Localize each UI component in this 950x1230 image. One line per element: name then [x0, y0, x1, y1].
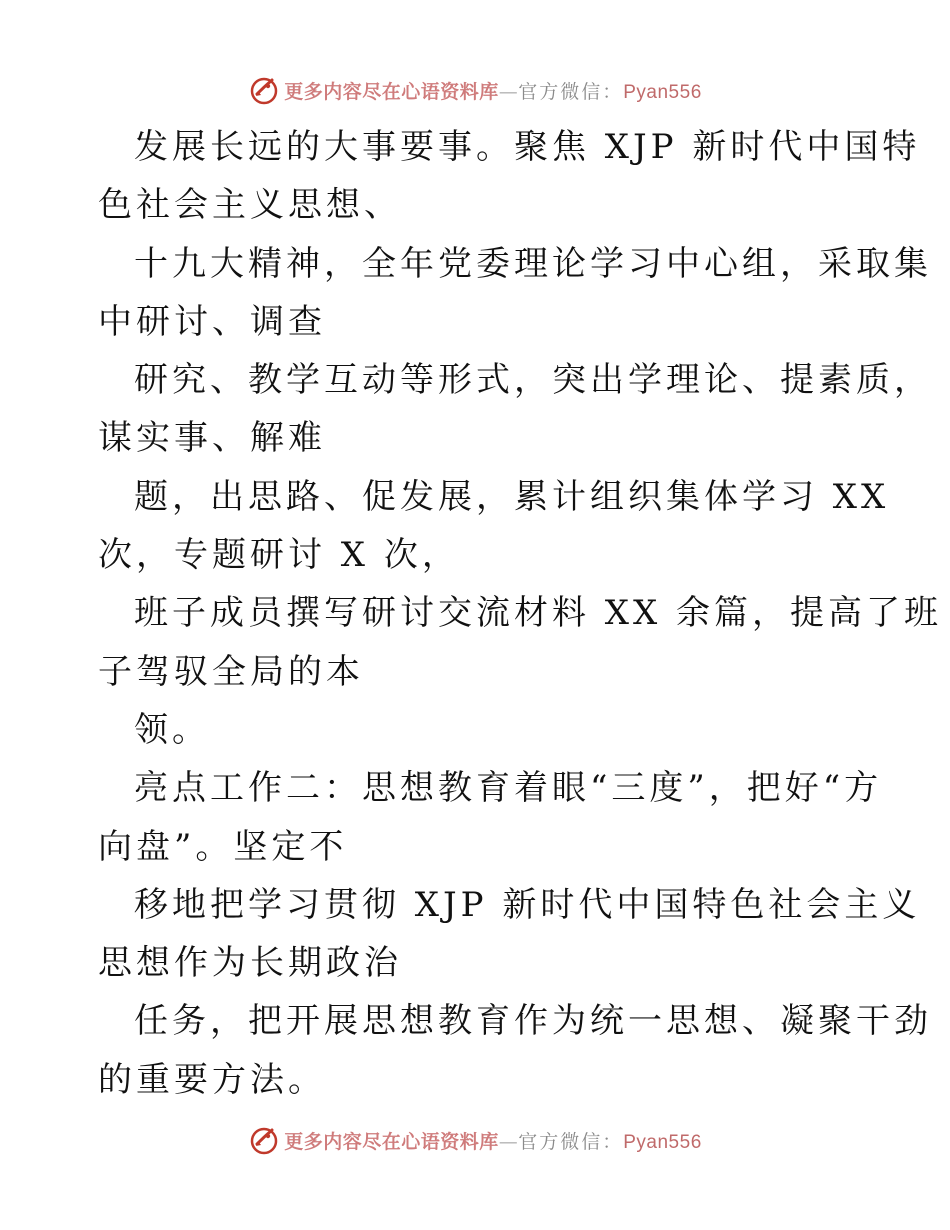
- banner-brand: 更多内容尽在心语资料库: [284, 1130, 499, 1153]
- text-line: 发展长远的大事要事。聚焦 XJP 新时代中国特: [134, 127, 921, 167]
- text-line: 亮点工作二：思想教育着眼“三度”，把好“方: [134, 768, 883, 809]
- book-quill-icon: [248, 74, 280, 106]
- banner-dash: —: [498, 80, 519, 103]
- text-line: 次，专题研讨 X 次，: [98, 535, 460, 576]
- text-line: 移地把学习贯彻 XJP 新时代中国特色社会主义: [134, 884, 921, 925]
- text-line: 任务，把开展思想教育作为统一思想、凝聚干劲: [134, 1001, 932, 1042]
- text-line: 向盘”。坚定不: [98, 826, 348, 867]
- text-line: 的重要方法。: [98, 1059, 326, 1100]
- text-line: 思想作为长期政治: [98, 943, 402, 984]
- text-line: 十九大精神，全年党委理论学习中心组，采取集: [134, 243, 932, 284]
- text-line: 领。: [134, 709, 210, 750]
- banner-text: [284, 77, 702, 104]
- banner-brand: 更多内容尽在心语资料库: [284, 80, 499, 103]
- text-line: 班子成员撰写研讨交流材料 XX 余篇，提高了班: [134, 593, 943, 634]
- text-line: 中研讨、调查: [98, 301, 326, 342]
- text-line: 题，出思路、促发展，累计组织集体学习 XX: [134, 476, 890, 517]
- text-line: 研究、教学互动等形式，突出学理论、提素质，: [134, 360, 932, 401]
- text-line: 谋实事、解难: [98, 418, 326, 459]
- banner-text: [284, 1127, 702, 1154]
- document-body: [98, 118, 943, 1109]
- banner-wechat-id: Pyan556: [623, 1131, 702, 1153]
- banner-wechat-id: Pyan556: [623, 81, 702, 103]
- banner-official: 官方微信：: [518, 80, 624, 103]
- text-line: 色社会主义思想、: [98, 185, 402, 226]
- header-banner: [0, 70, 950, 110]
- footer-banner: [0, 1120, 950, 1160]
- banner-official: 官方微信：: [518, 1130, 624, 1153]
- text-line: 子驾驭全局的本: [98, 651, 364, 692]
- book-quill-icon: [248, 1124, 280, 1156]
- banner-dash: —: [498, 1130, 519, 1153]
